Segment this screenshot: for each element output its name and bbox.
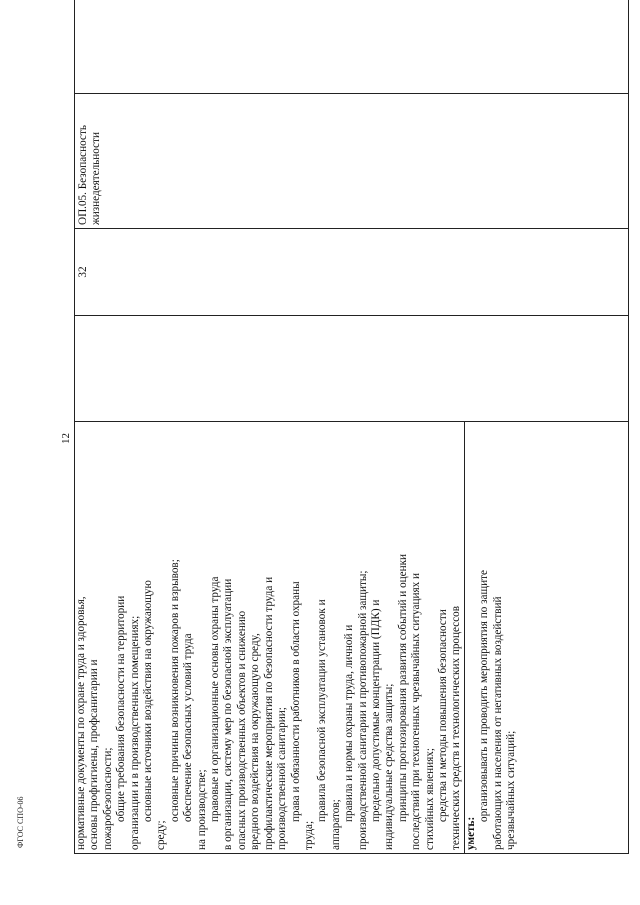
text-line: последствий при техногенных чрезвычайных ситуациях и: [410, 573, 423, 850]
text-line: общие требования безопасности на территории: [115, 595, 128, 822]
table-row: [75, 0, 629, 854]
text-line: нормативные документы по охране труда и здоровья,: [75, 596, 87, 850]
text-line: правовые и организационные основы охраны труда: [209, 576, 222, 822]
text-line: основы профгигиены, профсанитарии и: [88, 659, 101, 850]
text-line: организовывать и проводить мероприятия по защите: [478, 570, 491, 822]
text-line: производственной санитарии;: [276, 707, 289, 850]
skills-block: [464, 422, 519, 853]
standard-table: [74, 0, 629, 854]
text-line: труда;: [302, 820, 315, 850]
knowledge-list: [75, 425, 464, 850]
text-line: аппаратов;: [329, 799, 342, 850]
text-line: правила безопасной эксплуатации установок и: [316, 599, 329, 822]
text-line: профилактические мероприятия по безопасности труда и: [262, 576, 275, 850]
text-line: производственной санитарии и противопожарной защиты;: [356, 570, 369, 850]
text-line: индивидуальные средства защиты;: [383, 683, 396, 850]
text-line: правила и нормы охраны труда, личной и: [343, 624, 356, 822]
skills-heading: уметь:: [464, 816, 477, 850]
skills-list: [478, 425, 518, 850]
text-line: пожаробезопасности;: [101, 747, 114, 850]
text-line: средства и методы повышения безопасности: [436, 609, 449, 822]
discipline-name: ОП.05. Безопасность жизнедеятельности: [77, 125, 103, 225]
text-line: чрезвычайных ситуаций;: [505, 730, 517, 850]
text-line: технических средств и технологических процессов: [450, 605, 463, 850]
rotated-table-wrapper: [74, 19, 629, 854]
text-line: на производстве;: [195, 769, 208, 850]
text-line: основные причины возникновения пожаров и взрывов;: [168, 559, 181, 822]
hours-value: 32: [77, 266, 89, 278]
text-line: права и обязанности работников в области охраны: [289, 581, 302, 822]
text-line: в организации, систему мер по безопасной эксплуатации: [222, 578, 235, 850]
text-line: среду;: [155, 820, 168, 850]
discipline-cell: [75, 94, 629, 229]
text-line: предельно допустимые концентрации (ПДК) и: [369, 599, 382, 822]
text-line: организации и в производственных помещениях;: [128, 615, 141, 850]
empty-cell-5: [75, 0, 629, 94]
knowledge-skills-cell: [75, 422, 629, 854]
text-line: вредного воздействия на окружающую среду,: [249, 633, 262, 850]
footer-code: ФГОС СПО-06: [16, 796, 25, 848]
text-line: обеспечение безопасных условий труда: [182, 633, 195, 822]
hours-cell: [75, 229, 629, 316]
empty-cell-2: [75, 316, 629, 422]
text-line: основные источники воздействия на окружающую: [142, 580, 155, 822]
text-line: работающих и населения от негативных воздействий: [491, 596, 504, 850]
text-line: опасных производственных объектов и снижению: [235, 610, 248, 850]
text-line: принципы прогнозирования развития событий и оценки: [396, 553, 409, 822]
text-line: стихийных явлениях;: [423, 748, 436, 850]
page-number: 12: [60, 433, 72, 444]
